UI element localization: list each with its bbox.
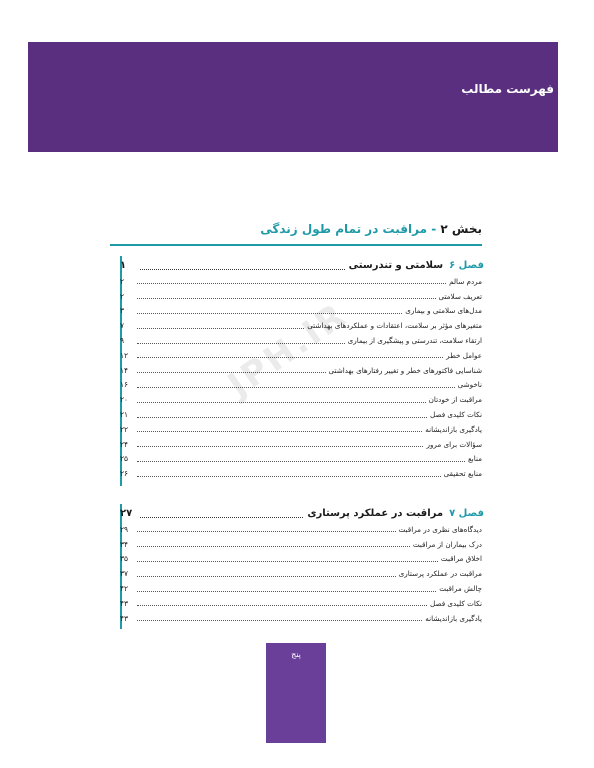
chapter-label: فصل ۶ bbox=[449, 259, 484, 271]
toc-entry[interactable] bbox=[120, 452, 484, 467]
toc-entry[interactable] bbox=[120, 596, 484, 611]
dot-leader bbox=[137, 278, 446, 284]
toc-entry-page: ۲۲ bbox=[120, 424, 129, 434]
toc-entry-page: ۳۴ bbox=[120, 539, 129, 549]
toc-entry[interactable] bbox=[120, 407, 484, 422]
chapter-heading[interactable] bbox=[120, 504, 484, 522]
toc-entry-page: ۳۵ bbox=[120, 554, 129, 564]
dot-leader bbox=[140, 261, 345, 270]
toc-entry[interactable] bbox=[120, 566, 484, 581]
dot-leader bbox=[137, 397, 426, 403]
toc-entry-title: مدل‌های سلامتی و بیماری bbox=[405, 306, 482, 316]
toc-entry[interactable] bbox=[120, 581, 484, 596]
part-separator: - bbox=[431, 222, 437, 236]
toc-entry-title: مراقبت در عملکرد پرستاری bbox=[398, 569, 482, 579]
toc-entry-title: منابع تحقیقی bbox=[443, 469, 482, 479]
toc-entry[interactable] bbox=[120, 522, 484, 537]
toc-entry-page: ۲۱ bbox=[120, 410, 129, 420]
chapter-label: فصل ۷ bbox=[449, 507, 484, 519]
toc-entry-title: مردم سالم bbox=[449, 276, 482, 286]
dot-leader bbox=[137, 586, 436, 592]
toc-entry-page: ۲۶ bbox=[120, 469, 129, 479]
chapter-page: ۲۷ bbox=[120, 507, 133, 519]
toc-entry-title: دیدگاه‌های نظری در مراقبت bbox=[398, 524, 482, 534]
toc-entry-page: ۲ bbox=[120, 291, 125, 301]
toc-entry-page: ۳ bbox=[120, 306, 125, 316]
toc-entry-title: یادگیری بازاندیشانه bbox=[425, 424, 482, 434]
part-title: مراقبت در تمام طول زندگی bbox=[260, 222, 428, 236]
dot-leader bbox=[137, 323, 304, 329]
chapter-7-block bbox=[120, 504, 484, 626]
toc-entry-page: ۲ bbox=[120, 276, 125, 286]
toc-entry-title: سؤالات برای مرور bbox=[426, 439, 482, 449]
toc-entry[interactable] bbox=[120, 363, 484, 378]
chapter-6-entries bbox=[120, 274, 484, 481]
header-band bbox=[28, 42, 558, 152]
toc-entry-title: یادگیری بازاندیشانه bbox=[425, 613, 482, 623]
toc-entry-title: چالش مراقبت bbox=[439, 584, 482, 594]
toc-entry-page: ۱۴ bbox=[120, 365, 129, 375]
toc-entry-title: ارتقاء سلامت، تندرستی و پیشگیری از بیماری bbox=[347, 336, 482, 346]
toc-entry-page: ۲۹ bbox=[120, 524, 129, 534]
part-number: بخش ۲ bbox=[440, 222, 482, 236]
dot-leader bbox=[137, 293, 436, 299]
dot-leader bbox=[137, 382, 455, 388]
toc-entry-page: ۱۶ bbox=[120, 380, 129, 390]
toc-entry-page: ۴۳ bbox=[120, 598, 129, 608]
dot-leader bbox=[137, 526, 396, 532]
toc-entry-title: عوامل خطر bbox=[446, 350, 482, 360]
toc-entry-page: ۴۳ bbox=[120, 613, 129, 623]
toc-entry[interactable] bbox=[120, 437, 484, 452]
toc-entry[interactable] bbox=[120, 422, 484, 437]
chapter-6-block bbox=[120, 256, 484, 481]
toc-entry-title: تعریف سلامتی bbox=[438, 291, 482, 301]
toc-entry-title: نکات کلیدی فصل bbox=[430, 410, 482, 420]
page-title: فهرست مطالب bbox=[461, 82, 554, 96]
toc-entry-page: ۷ bbox=[120, 321, 125, 331]
toc-entry-title: ناخوشی bbox=[457, 380, 482, 390]
toc-entry-page: ۲۴ bbox=[120, 439, 129, 449]
toc-entry[interactable] bbox=[120, 466, 484, 481]
toc-entry-page: ۹ bbox=[120, 336, 125, 346]
toc-entry[interactable] bbox=[120, 552, 484, 567]
part-heading bbox=[110, 222, 482, 244]
toc-entry-page: ۴۲ bbox=[120, 584, 129, 594]
chapter-page: ۱ bbox=[120, 259, 127, 271]
toc-entry-page: ۳۷ bbox=[120, 569, 129, 579]
dot-leader bbox=[137, 308, 402, 314]
dot-leader bbox=[137, 426, 422, 432]
dot-leader bbox=[137, 471, 441, 477]
page-number: پنج bbox=[291, 650, 301, 659]
watermark: JPH.IR bbox=[220, 294, 355, 406]
toc-entry-title: درک بیماران از مراقبت bbox=[412, 539, 482, 549]
dot-leader bbox=[137, 615, 422, 621]
chapter-7-entries bbox=[120, 522, 484, 626]
dot-leader bbox=[137, 600, 427, 606]
toc-entry-title: شناسایی فاکتورهای خطر و تغییر رفتارهای بهداشتی bbox=[328, 365, 482, 375]
dot-leader bbox=[137, 556, 438, 562]
toc-entry[interactable] bbox=[120, 274, 484, 289]
part-divider bbox=[110, 244, 482, 246]
chapter-title: مراقبت در عملکرد پرستاری bbox=[307, 507, 444, 519]
toc-entry-title: مراقبت از خودتان bbox=[428, 395, 482, 405]
toc-entry-title: اخلاق مراقبت bbox=[440, 554, 482, 564]
toc-entry-title: منابع bbox=[467, 454, 482, 464]
toc-entry[interactable] bbox=[120, 392, 484, 407]
chapter-heading[interactable] bbox=[120, 256, 484, 274]
chapter-title: سلامتی و تندرستی bbox=[348, 259, 444, 271]
toc-entry[interactable] bbox=[120, 611, 484, 626]
dot-leader bbox=[137, 441, 423, 447]
toc-entry[interactable] bbox=[120, 537, 484, 552]
toc-entry-page: ۱۲ bbox=[120, 350, 129, 360]
toc-entry-page: ۲۵ bbox=[120, 454, 129, 464]
dot-leader bbox=[137, 571, 396, 577]
toc-entry-title: نکات کلیدی فصل bbox=[430, 598, 482, 608]
toc-entry-title: متغیرهای مؤثر بر سلامت، اعتقادات و عملکردهای بهداشتی bbox=[307, 321, 482, 331]
toc-entry-page: ۲۰ bbox=[120, 395, 129, 405]
toc-entry[interactable] bbox=[120, 378, 484, 393]
toc-entry[interactable] bbox=[120, 289, 484, 304]
dot-leader bbox=[140, 509, 303, 518]
dot-leader bbox=[137, 456, 465, 462]
dot-leader bbox=[137, 541, 410, 547]
dot-leader bbox=[137, 412, 427, 418]
